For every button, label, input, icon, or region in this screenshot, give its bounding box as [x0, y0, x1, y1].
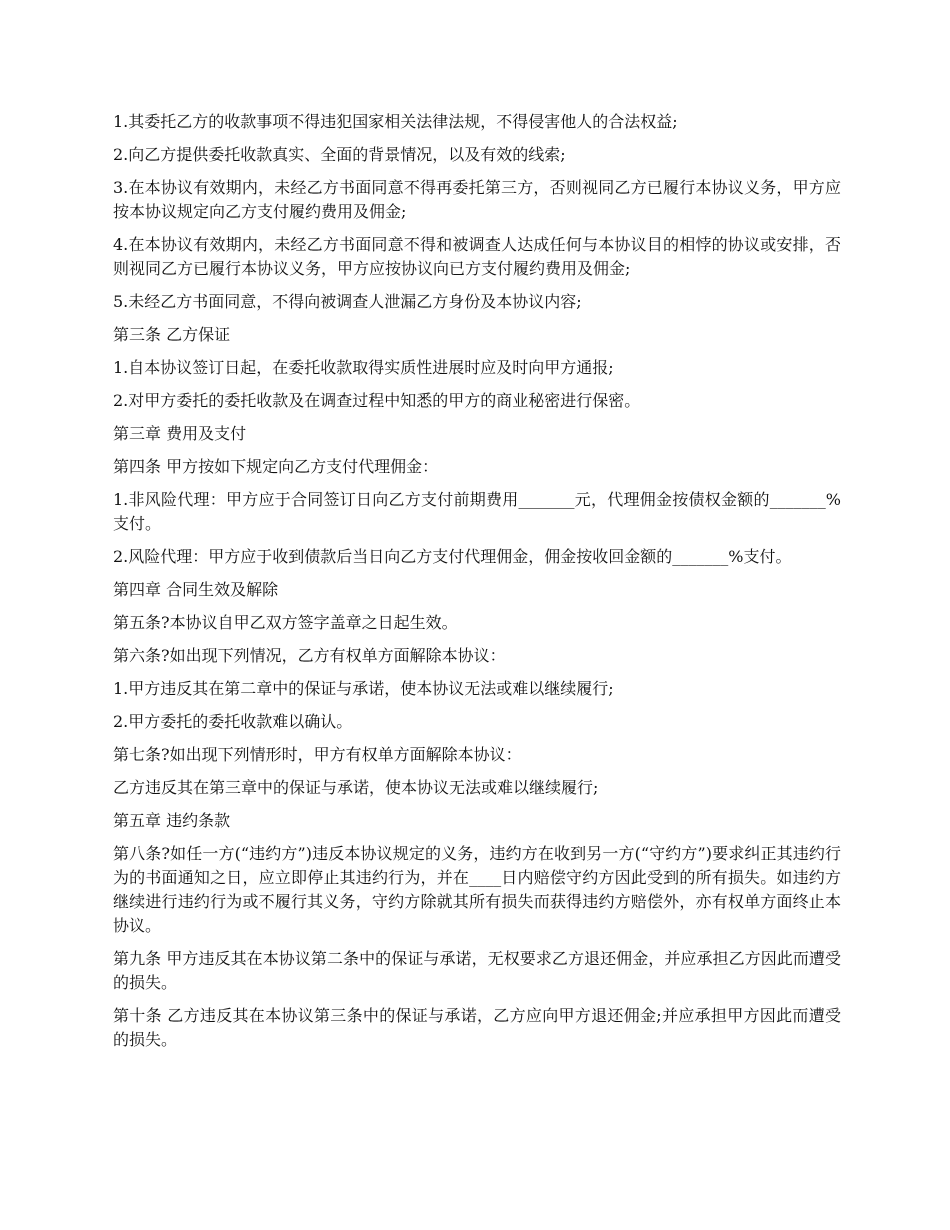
clause-1-legal-compliance: 1.其委托乙方的收款事项不得违犯国家相关法律法规，不得侵害他人的合法权益;: [113, 112, 678, 131]
clause-5-confidentiality: 5.未经乙方书面同意，不得向被调查人泄漏乙方身份及本协议内容;: [113, 292, 582, 311]
article-3-item-1: 1.自本协议签订日起，在委托收款取得实质性进展时应及时向甲方通报;: [113, 358, 614, 377]
article-7-item: 乙方违反其在第三章中的保证与承诺，使本协议无法或难以继续履行;: [113, 778, 599, 797]
clause-4-no-conflicting-agreement: 4.在本协议有效期内，未经乙方书面同意不得和被调查人达成任何与本协议目的相悖的协议或安排，否则视同乙方已履行本协议义务，甲方应按协议向已方支付履约费用及佣金;: [113, 235, 841, 278]
chapter-3-heading: 第三章 费用及支付: [113, 424, 247, 443]
article-6-item-2: 2.甲方委托的委托收款难以确认。: [113, 712, 353, 731]
article-10: 第十条 乙方违反其在本协议第三条中的保证与承诺，乙方应向甲方退还佣金;并应承担甲方因此而遭受的损失。: [113, 1006, 841, 1049]
chapter-4-heading: 第四章 合同生效及解除: [113, 580, 279, 599]
article-5: 第五条?本协议自甲乙双方签字盖章之日起生效。: [113, 613, 458, 632]
article-7: 第七条?如出现下列情形时，甲方有权单方面解除本协议：: [113, 745, 522, 764]
article-8: 第八条?如任一方(“违约方”)违反本协议规定的义务，违约方在收到另一方(“守约方”)要求纠正其违约行为的书面通知之日，应立即停止其违约行为，并在____日内赔偿守约方因此受到的所有损失。如违约方继续进行违约行为或不履行其义务，守约方除就其所有损失而获得违约方赔偿外，亦有权单方面终止本协议。: [113, 844, 841, 935]
article-6: 第六条?如出现下列情况，乙方有权单方面解除本协议：: [113, 646, 506, 665]
article-4-item-2: 2.风险代理：甲方应于收到债款后当日向乙方支付代理佣金，佣金按收回金额的_______%支付。: [113, 547, 792, 566]
clause-2-background-info: 2.向乙方提供委托收款真实、全面的背景情况，以及有效的线索;: [113, 145, 566, 164]
article-4-heading: 第四条 甲方按如下规定向乙方支付代理佣金：: [113, 457, 439, 476]
article-4-item-1: 1.非风险代理：甲方应于合同签订日向乙方支付前期费用_______元，代理佣金按债权金额的_______%支付。: [113, 490, 841, 533]
article-9: 第九条 甲方违反其在本协议第二条中的保证与承诺，无权要求乙方退还佣金，并应承担乙方因此而遭受的损失。: [113, 949, 841, 992]
article-6-item-1: 1.甲方违反其在第二章中的保证与承诺，使本协议无法或难以继续履行;: [113, 679, 614, 698]
chapter-5-heading: 第五章 违约条款: [113, 811, 231, 830]
document-page: [113, 110, 841, 1061]
article-3-item-2: 2.对甲方委托的委托收款及在调查过程中知悉的甲方的商业秘密进行保密。: [113, 391, 641, 410]
article-3-heading: 第三条 乙方保证: [113, 325, 231, 344]
clause-3-no-third-party: 3.在本协议有效期内，未经乙方书面同意不得再委托第三方，否则视同乙方已履行本协议义务，甲方应按本协议规定向乙方支付履约费用及佣金;: [113, 178, 841, 221]
